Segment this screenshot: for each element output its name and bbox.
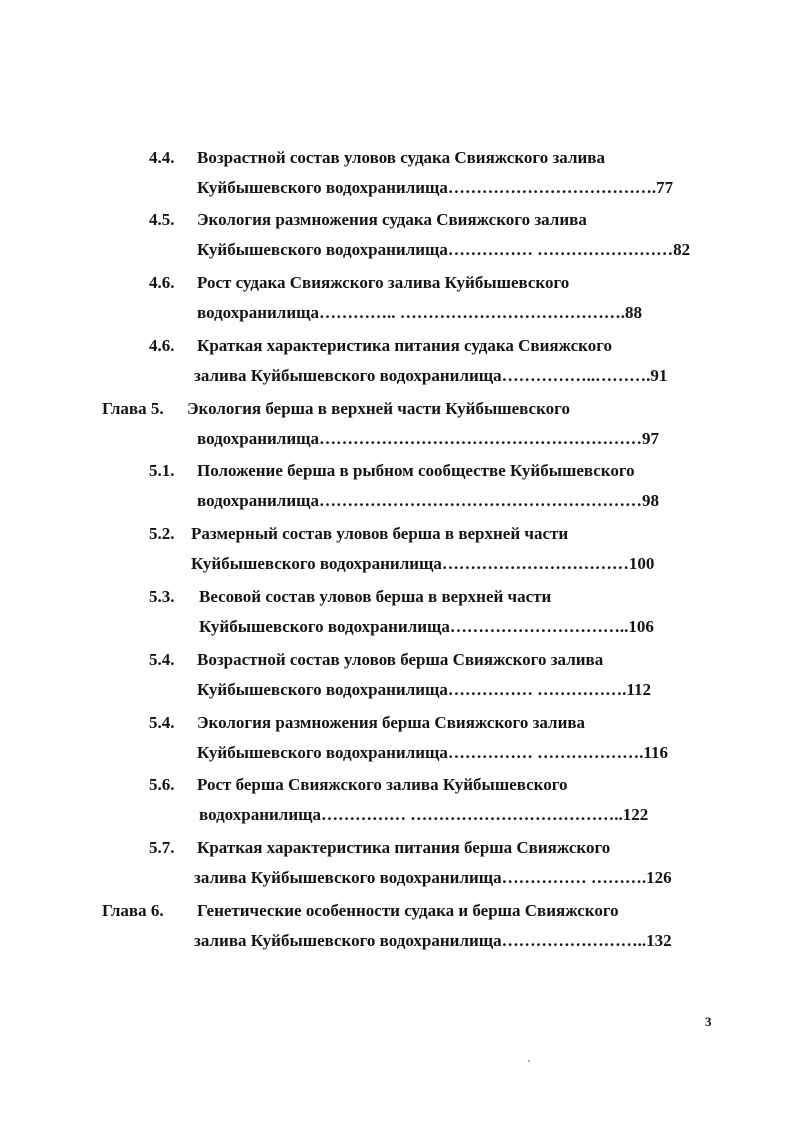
toc-chapter-title: Экология берша в верхней части Куйбышевского bbox=[187, 399, 570, 418]
toc-number: 4.5. bbox=[149, 210, 175, 229]
toc-title: Возрастной состав уловов судака Свияжского залива bbox=[197, 148, 605, 167]
toc-title-continuation: залива Куйбышевского водохранилища……………..……….91 bbox=[194, 366, 668, 385]
toc-title: Рост судака Свияжского залива Куйбышевского bbox=[197, 273, 570, 292]
toc-title: Размерный состав уловов берша в верхней части bbox=[191, 524, 569, 543]
toc-title: Краткая характеристика питания берша Свияжского bbox=[197, 838, 611, 857]
toc-title: Экология размножения берша Свияжского залива bbox=[197, 713, 586, 732]
toc-title-continuation: Куйбышевского водохранилища…………… …………….112 bbox=[197, 680, 651, 699]
toc-number: 5.7. bbox=[149, 838, 175, 857]
toc-title-continuation: залива Куйбышевского водохранилища……………………..132 bbox=[194, 931, 672, 950]
toc-title-continuation: Куйбышевского водохранилища…………… ……………………82 bbox=[197, 240, 691, 259]
toc-number: 5.1. bbox=[149, 461, 175, 480]
toc-title-continuation: водохранилища…………………………………………………98 bbox=[197, 491, 659, 510]
toc-title-continuation: залива Куйбышевского водохранилища…………… ……….126 bbox=[194, 868, 672, 887]
toc-title-continuation: Куйбышевского водохранилища……………………………100 bbox=[191, 554, 655, 573]
toc-number: 5.3. bbox=[149, 587, 175, 606]
toc-title: Положение берша в рыбном сообществе Куйбышевского bbox=[197, 461, 635, 480]
toc-number: 4.6. bbox=[149, 273, 175, 292]
toc-number: 5.2. bbox=[149, 524, 175, 543]
toc-number: 5.6. bbox=[149, 775, 175, 794]
page-number: 3 bbox=[705, 1014, 712, 1029]
toc-title-continuation: Куйбышевского водохранилища……………………………….77 bbox=[197, 178, 674, 197]
toc-title-continuation: Куйбышевского водохранилища…………… ……………….116 bbox=[197, 743, 668, 762]
toc-title: Рост берша Свияжского залива Куйбышевского bbox=[197, 775, 568, 794]
toc-number: 5.4. bbox=[149, 713, 175, 732]
toc-title-continuation: водохранилища…………… ………………………………..122 bbox=[199, 805, 649, 824]
toc-number: 4.6. bbox=[149, 336, 175, 355]
scan-speck bbox=[528, 1060, 530, 1062]
toc-number: 4.4. bbox=[149, 148, 175, 167]
toc-title: Краткая характеристика питания судака Свияжского bbox=[197, 336, 613, 355]
toc-title: Экология размножения судака Свияжского залива bbox=[197, 210, 587, 229]
toc-chapter-title: Генетические особенности судака и берша Свияжского bbox=[197, 901, 619, 920]
toc-title-continuation: водохранилища…………………………………………………97 bbox=[197, 429, 659, 448]
toc-title: Весовой состав уловов берша в верхней части bbox=[199, 587, 552, 606]
toc-title: Возрастной состав уловов берша Свияжского залива bbox=[197, 650, 604, 669]
toc-title-continuation: водохранилища………….. ………………………………….88 bbox=[197, 303, 642, 322]
toc-number: 5.4. bbox=[149, 650, 175, 669]
toc-title-continuation: Куйбышевского водохранилища…………………………..106 bbox=[199, 617, 654, 636]
toc-chapter-number: Глава 6. bbox=[102, 901, 164, 920]
toc-chapter-number: Глава 5. bbox=[102, 399, 164, 418]
